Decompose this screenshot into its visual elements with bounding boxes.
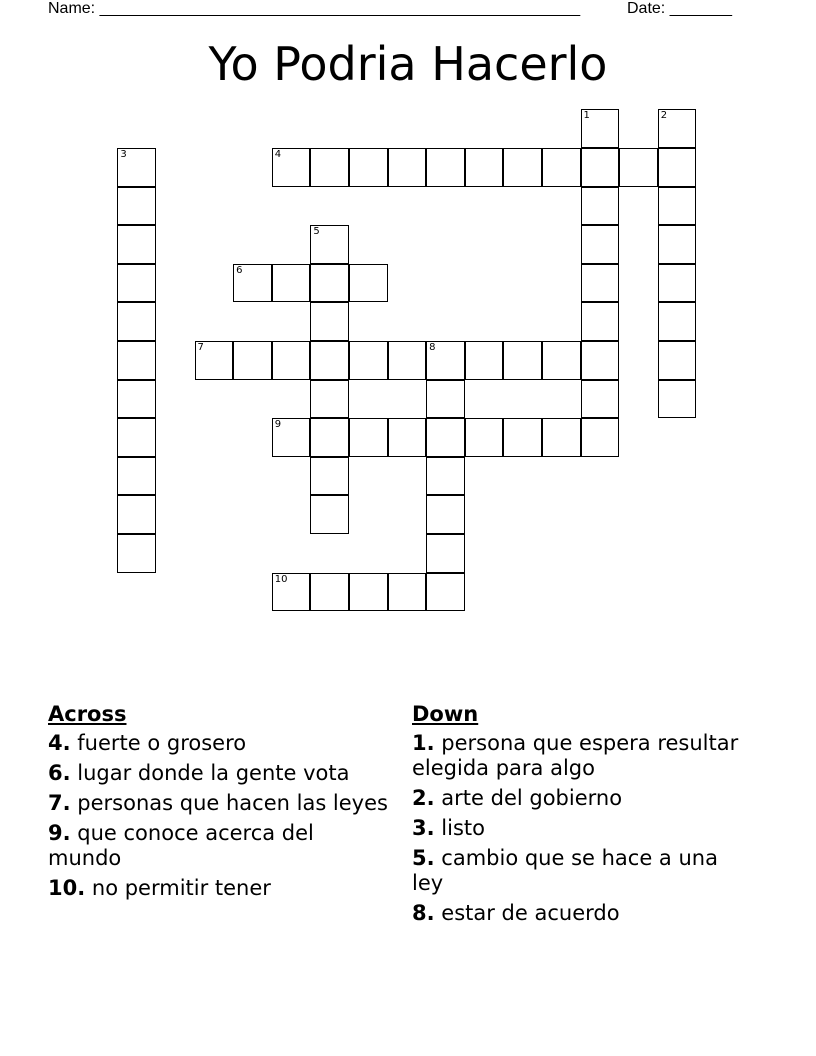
across-clue [48, 761, 388, 786]
crossword-cell[interactable] [310, 341, 349, 380]
crossword-cell[interactable] [388, 341, 427, 380]
across-clue [48, 731, 388, 756]
crossword-cell[interactable] [349, 264, 388, 303]
down-clue [412, 786, 752, 811]
across-clue [48, 791, 388, 816]
clue-number: 3. [412, 816, 435, 840]
crossword-cell[interactable] [426, 341, 465, 380]
crossword-cell[interactable] [117, 418, 156, 457]
crossword-cell[interactable] [426, 573, 465, 612]
crossword-cell[interactable] [117, 534, 156, 573]
across-clue [48, 876, 388, 901]
crossword-cell[interactable] [310, 573, 349, 612]
clue-number: 5 [313, 226, 320, 238]
crossword-cell[interactable] [658, 380, 697, 419]
clue-number: 4 [274, 148, 282, 160]
crossword-cell[interactable] [581, 225, 620, 264]
clue-number: 6. [48, 761, 71, 785]
down-clue [412, 901, 752, 926]
date-field-line: Date: _______ [627, 0, 732, 17]
crossword-cell[interactable] [310, 380, 349, 419]
crossword-cell[interactable] [272, 341, 311, 380]
crossword-cell[interactable] [117, 148, 156, 187]
crossword-cell[interactable] [233, 264, 272, 303]
crossword-cell[interactable] [272, 148, 311, 187]
clue-text: personas que hacen las leyes [77, 791, 388, 815]
crossword-cell[interactable] [581, 264, 620, 303]
crossword-cell[interactable] [117, 187, 156, 226]
crossword-cell[interactable] [426, 534, 465, 573]
down-clue [412, 816, 752, 841]
clue-number: 5. [412, 846, 435, 870]
crossword-cell[interactable] [310, 495, 349, 534]
across-clue [48, 821, 388, 871]
clue-number: 8 [429, 341, 436, 353]
crossword-cell[interactable] [426, 457, 465, 496]
crossword-cell[interactable] [658, 187, 697, 226]
crossword-cell[interactable] [349, 573, 388, 612]
crossword-cell[interactable] [426, 418, 465, 457]
crossword-cell[interactable] [117, 457, 156, 496]
clue-number: 1. [412, 731, 435, 755]
crossword-cell[interactable] [426, 380, 465, 419]
crossword-cell[interactable] [388, 148, 427, 187]
crossword-cell[interactable] [310, 302, 349, 341]
crossword-cell[interactable] [310, 264, 349, 303]
crossword-cell[interactable] [503, 418, 542, 457]
across-heading: Across [48, 702, 127, 726]
clue-number: 2 [660, 110, 668, 122]
clue-number: 1 [583, 110, 590, 122]
clue-text: listo [441, 816, 485, 840]
crossword-cell[interactable] [542, 418, 581, 457]
crossword-cell[interactable] [310, 418, 349, 457]
crossword-cell[interactable] [233, 341, 272, 380]
crossword-cell[interactable] [581, 187, 620, 226]
clue-text: fuerte o grosero [77, 731, 247, 755]
clue-number: 10 [274, 573, 288, 585]
clue-number: 7 [197, 341, 204, 353]
crossword-cell[interactable] [117, 341, 156, 380]
crossword-cell[interactable] [117, 380, 156, 419]
crossword-cell[interactable] [581, 109, 620, 148]
crossword-cell[interactable] [272, 573, 311, 612]
crossword-cell[interactable] [272, 264, 311, 303]
crossword-cell[interactable] [349, 148, 388, 187]
crossword-cell[interactable] [581, 380, 620, 419]
crossword-cell[interactable] [658, 341, 697, 380]
clue-text: persona que espera resultar elegida para algo [412, 731, 739, 780]
crossword-cell[interactable] [388, 573, 427, 612]
clue-text: que conoce acerca del mundo [48, 821, 314, 870]
down-heading: Down [412, 702, 479, 726]
crossword-cell[interactable] [503, 341, 542, 380]
crossword-cell[interactable] [658, 148, 697, 187]
name-field-line: Name: ______________________________________________________ [48, 0, 581, 17]
crossword-cell[interactable] [388, 418, 427, 457]
clue-number: 2. [412, 786, 435, 810]
across-clue-list [48, 731, 388, 901]
crossword-cell[interactable] [195, 341, 234, 380]
clue-number: 9 [274, 419, 282, 431]
crossword-cell[interactable] [658, 225, 697, 264]
crossword-cell[interactable] [581, 341, 620, 380]
crossword-cell[interactable] [117, 225, 156, 264]
crossword-cell[interactable] [542, 341, 581, 380]
crossword-cell[interactable] [310, 148, 349, 187]
clue-number: 4. [48, 731, 71, 755]
crossword-cell[interactable] [658, 302, 697, 341]
clue-number: 10. [48, 876, 86, 900]
crossword-cell[interactable] [426, 148, 465, 187]
clue-number: 9. [48, 821, 71, 845]
clue-number: 6 [236, 264, 243, 276]
crossword-cell[interactable] [426, 495, 465, 534]
down-clue [412, 731, 752, 781]
crossword-cell[interactable] [310, 457, 349, 496]
crossword-cell[interactable] [465, 148, 504, 187]
across-clues [48, 702, 388, 906]
clue-text: arte del gobierno [441, 786, 623, 810]
crossword-cell[interactable] [117, 302, 156, 341]
clue-number: 3 [120, 148, 127, 160]
crossword-cell[interactable] [542, 148, 581, 187]
crossword-cell[interactable] [465, 341, 504, 380]
crossword-cell[interactable] [581, 418, 620, 457]
crossword-cell[interactable] [349, 341, 388, 380]
clue-text: lugar donde la gente vota [77, 761, 350, 785]
crossword-cell[interactable] [465, 418, 504, 457]
clue-text: estar de acuerdo [441, 901, 620, 925]
crossword-cell[interactable] [117, 495, 156, 534]
crossword-cell[interactable] [503, 148, 542, 187]
down-clue [412, 846, 752, 896]
down-clues [412, 702, 752, 931]
crossword-cell[interactable] [117, 264, 156, 303]
page-title: Yo Podria Hacerlo [208, 37, 608, 91]
clue-text: cambio que se hace a una ley [412, 846, 718, 895]
crossword-cell[interactable] [619, 148, 658, 187]
clue-text: no permitir tener [91, 876, 271, 900]
clue-number: 7. [48, 791, 71, 815]
clue-number: 8. [412, 901, 435, 925]
crossword-cell[interactable] [581, 302, 620, 341]
crossword-cell[interactable] [272, 418, 311, 457]
crossword-cell[interactable] [658, 109, 697, 148]
crossword-cell[interactable] [310, 225, 349, 264]
crossword-cell[interactable] [581, 148, 620, 187]
crossword-cell[interactable] [658, 264, 697, 303]
down-clue-list [412, 731, 752, 926]
crossword-cell[interactable] [349, 418, 388, 457]
